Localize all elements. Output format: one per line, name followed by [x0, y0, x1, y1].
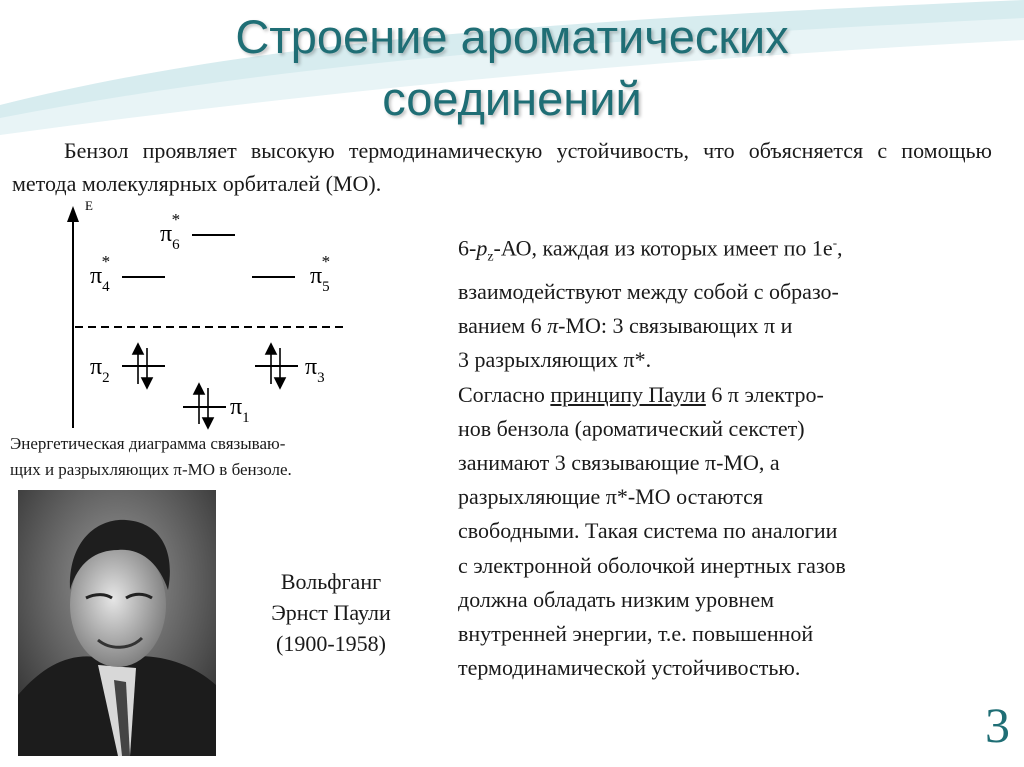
body-line-3: ванием 6 π-МО: 3 связывающих π и [458, 313, 793, 339]
body-line-4: 3 разрыхляющих π*. [458, 347, 652, 373]
portrait-image [18, 490, 216, 756]
body-text [458, 226, 1006, 685]
person-caption [236, 566, 426, 659]
energy-axis-label: E [85, 198, 93, 213]
diagram-caption [10, 431, 395, 483]
body-line-8: разрыхляющие π*-МО остаются [458, 484, 764, 510]
person-first-name: Вольфганг [280, 569, 382, 594]
mo-energy-diagram [30, 196, 390, 436]
pauli-principle-link[interactable]: принципу Паули [550, 381, 706, 407]
body-line-12: внутренней энергии, т.е. повышенной [458, 620, 814, 646]
intro-paragraph: Бензол проявляет высокую термодинамическую устойчивость, что объясняется с помощью метода молекулярных орбиталей (МО). [12, 138, 992, 196]
body-line-13: термодинамической устойчивостью. [458, 655, 801, 681]
body-line-1: $6-p_z-АО$, каждая из которых имеет по 1е-, [458, 235, 843, 265]
level-label-pi3: $\pi_3$ [305, 354, 325, 386]
title-line-1: Строение ароматических [235, 10, 789, 63]
energy-axis-arrow-icon [67, 206, 79, 222]
body-line-10: с электронной оболочкой инертных газов [458, 552, 846, 578]
level-label-pi2: $\pi_2$ [90, 354, 110, 386]
slide-title [0, 6, 1024, 130]
body-line-6: нов бензола (ароматический секстет) [458, 415, 805, 441]
level-label-pi4: $\pi_4*$ [90, 252, 111, 295]
level-label-pi1: $\pi_1$ [230, 394, 250, 426]
body-line-9: свободными. Такая система по аналогии [458, 518, 838, 544]
level-label-pi6: $\pi_6*$ [160, 210, 181, 253]
caption-part-2: щих и разрыхляющих π-МО в бензоле. [10, 460, 292, 479]
person-name: Эрнст Паули [271, 600, 391, 625]
person-years: (1900-1958) [276, 631, 386, 656]
level-label-pi5: $\pi_5*$ [310, 252, 331, 295]
page-number: 3 [985, 697, 1010, 753]
body-line-5: Согласно принципу Паули 6 π электро- [458, 381, 824, 407]
body-line-2: взаимодействуют между собой с образо- [458, 278, 839, 304]
portrait-photo [18, 490, 216, 756]
body-line-11: должна обладать низким уровнем [458, 586, 775, 612]
title-line-2: соединений [382, 72, 642, 125]
body-line-7: занимают 3 связывающие π-МО, а [458, 449, 780, 475]
caption-part-1: Энергетическая диаграмма связываю- [10, 434, 286, 453]
